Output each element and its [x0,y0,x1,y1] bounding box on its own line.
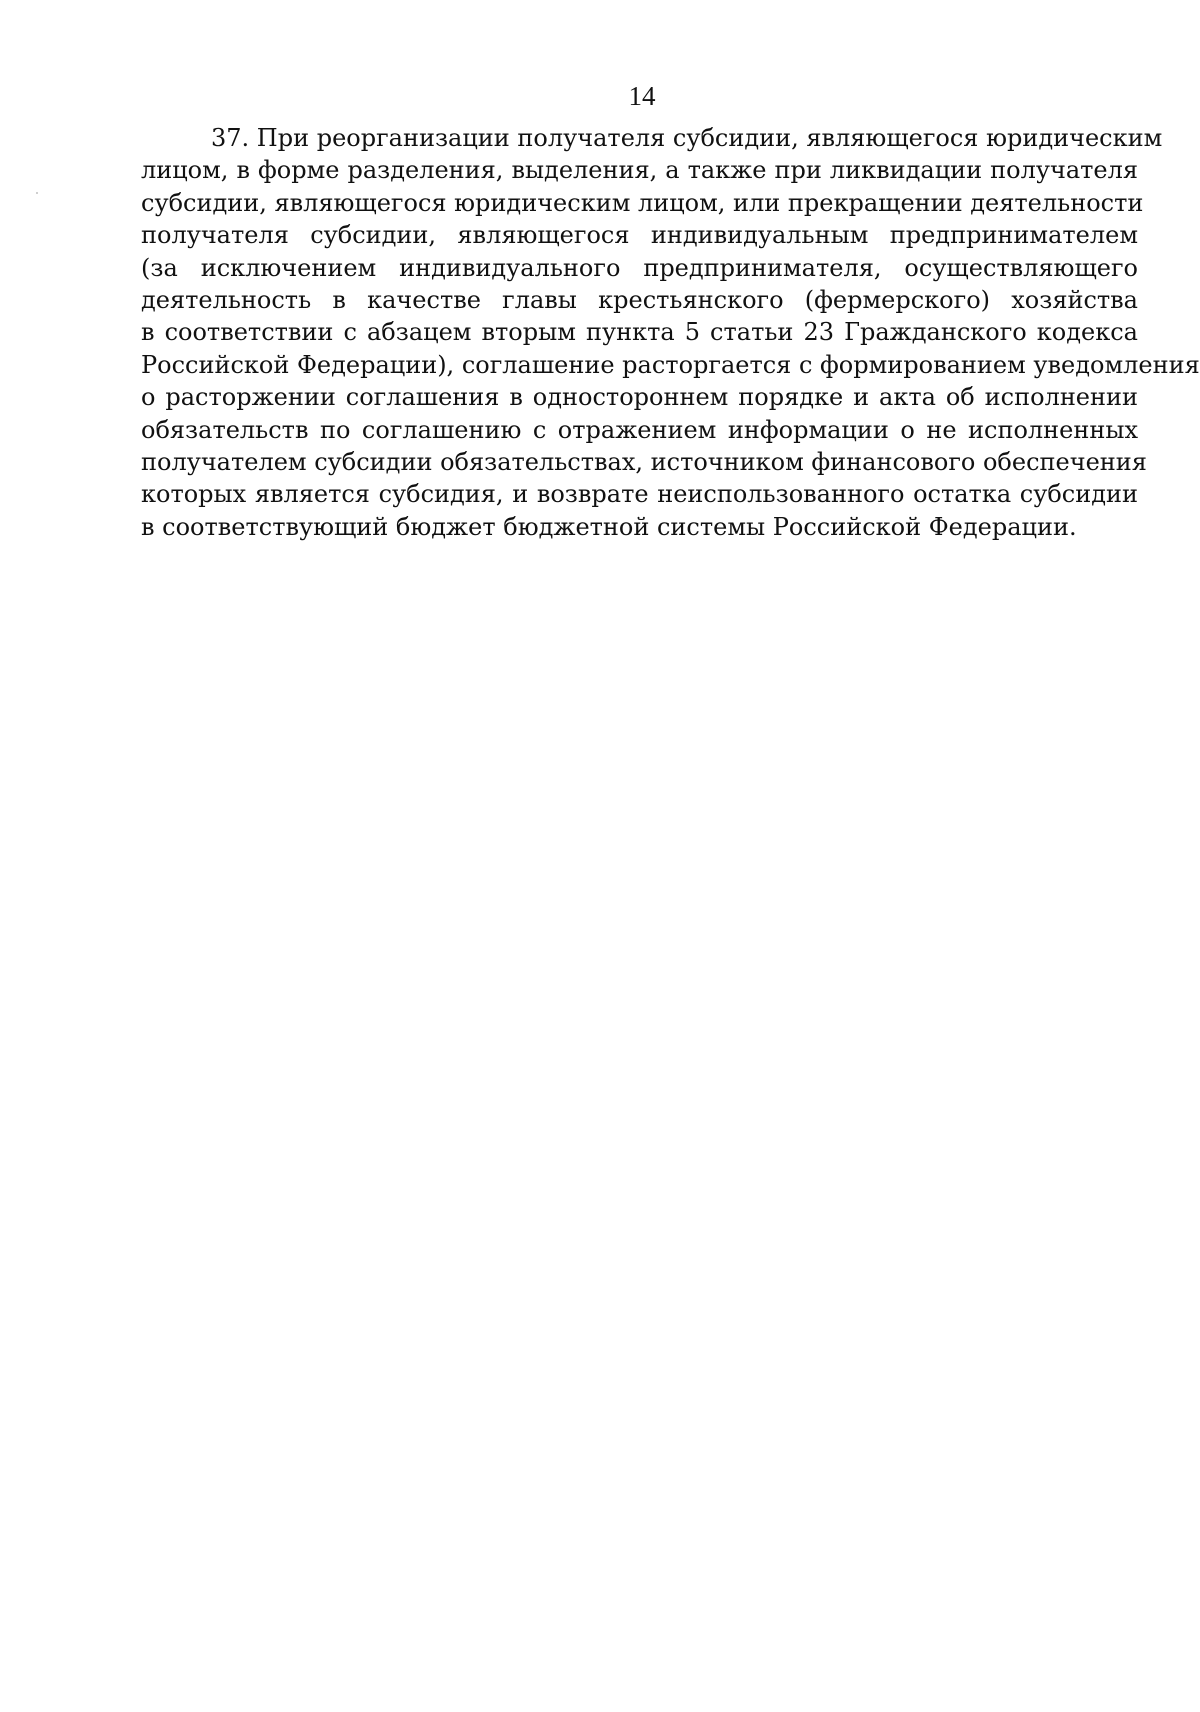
paragraph-line: Российской Федерации), соглашение расторгается с формированием уведомления [141,350,1200,379]
paragraph-line: субсидии, являющегося юридическим лицом, или прекращении деятельности [141,188,1144,217]
paragraph-line: которых является субсидия, и возврате неиспользованного остатка субсидии [141,480,1138,509]
paragraph-37 [141,122,1200,543]
paragraph-line: о расторжении соглашения в одностороннем порядке и акта об исполнении [141,383,1138,412]
paragraph-line: в соответствующий бюджет бюджетной системы Российской Федерации. [141,512,1077,541]
paragraph-line: лицом, в форме разделения, выделения, а также при ликвидации получателя [141,156,1138,185]
scan-artifact [36,192,38,194]
paragraph-line: (за исключением индивидуального предпринимателя, осуществляющего [141,253,1138,282]
paragraph-line: 37. При реорганизации получателя субсидии, являющегося юридическим [211,124,1163,152]
paragraph-line: в соответствии с абзацем вторым пункта 5 статьи 23 Гражданского кодекса [141,318,1138,347]
paragraph-line: получателем субсидии обязательствах, источником финансового обеспечения [141,447,1147,476]
page-number: 14 [628,81,656,111]
paragraph-line: получателя субсидии, являющегося индивидуальным предпринимателем [141,221,1138,250]
paragraph-line: деятельность в качестве главы крестьянского (фермерского) хозяйства [141,285,1138,314]
paragraph-line: обязательств по соглашению с отражением информации о не исполненных [141,415,1138,444]
